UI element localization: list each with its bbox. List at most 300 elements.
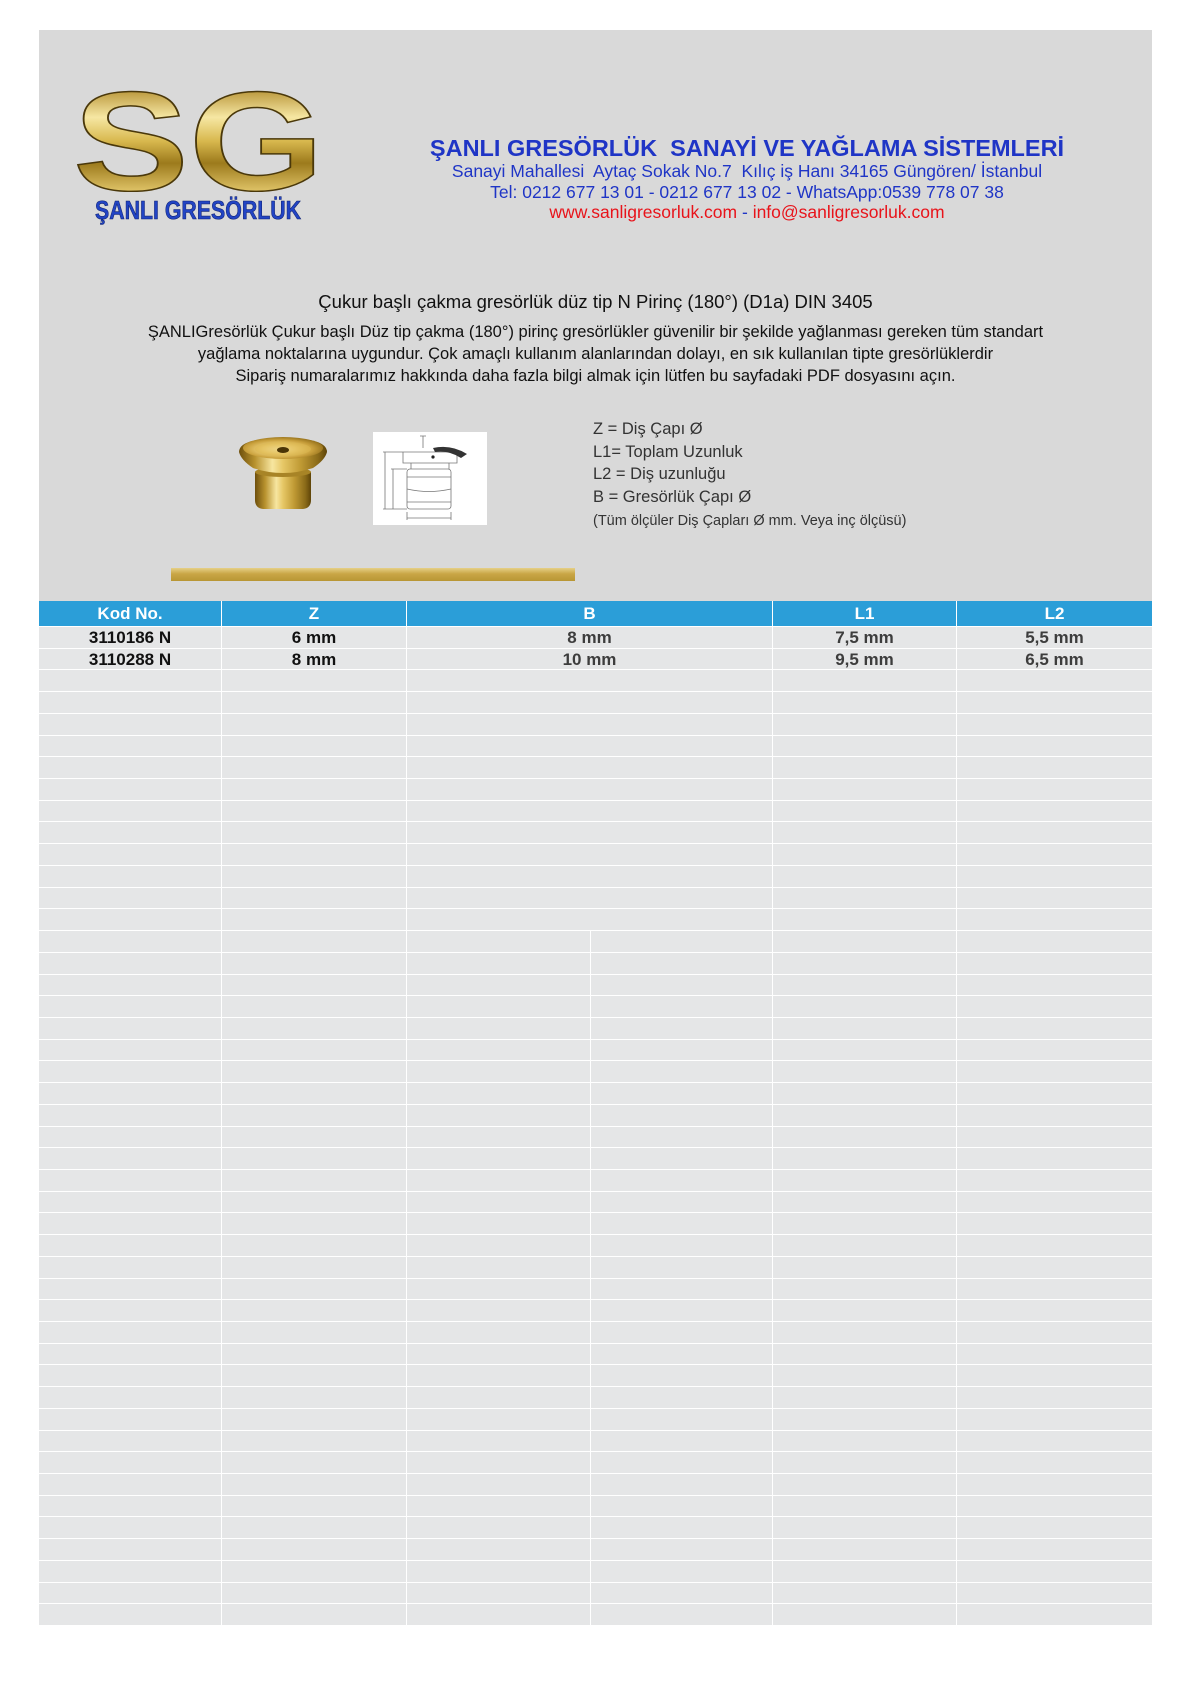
cell-b — [407, 736, 772, 757]
cell-l2 — [957, 975, 1152, 996]
cell-kod-no — [39, 1517, 221, 1538]
product-photo — [237, 432, 329, 512]
cell-l2 — [957, 1452, 1152, 1473]
cell-l1 — [773, 1365, 956, 1386]
cell-l2 — [957, 1192, 1152, 1213]
cell-b — [407, 1365, 772, 1386]
decorative-gold-bar — [171, 568, 575, 581]
cell-l1 — [773, 1322, 956, 1343]
cell-b — [407, 1583, 772, 1604]
cell-b — [407, 1387, 772, 1408]
cell-z — [222, 953, 406, 974]
table-row — [39, 844, 1152, 865]
table-row — [39, 1083, 1152, 1104]
cell-kod-no — [39, 1344, 221, 1365]
cell-l1 — [773, 1539, 956, 1560]
website-link[interactable]: www.sanligresorluk.com — [549, 202, 738, 222]
cell-kod-no — [39, 1561, 221, 1582]
cell-l2 — [957, 1496, 1152, 1517]
cell-l2 — [957, 1322, 1152, 1343]
cell-l2 — [957, 1365, 1152, 1386]
cell-l2 — [957, 1300, 1152, 1321]
description-line: ŞANLIGresörlük Çukur başlı Düz tip çakma (180°) pirinç gresörlükler güvenilir bir şekilde yağlanması gereken tüm standart — [147, 323, 1044, 341]
cell-kod-no — [39, 1496, 221, 1517]
cell-l2 — [957, 692, 1152, 713]
cell-b — [407, 1604, 772, 1625]
cell-kod-no — [39, 1431, 221, 1452]
cell-kod-no — [39, 1235, 221, 1256]
table-row — [39, 1409, 1152, 1430]
cell-l1 — [773, 822, 956, 843]
cell-kod-no — [39, 1061, 221, 1082]
table-row — [39, 1018, 1152, 1039]
cell-kod-no — [39, 1322, 221, 1343]
cell-b — [407, 1148, 772, 1169]
table-row — [39, 714, 1152, 735]
cell-l1: 9,5 mm — [773, 649, 956, 670]
cell-kod-no — [39, 801, 221, 822]
cell-b — [407, 1561, 772, 1582]
cell-kod-no — [39, 1170, 221, 1191]
table-row — [39, 1148, 1152, 1169]
cell-z — [222, 1192, 406, 1213]
cell-kod-no — [39, 1604, 221, 1625]
column-header-l2: L2 — [957, 601, 1152, 626]
cell-b — [407, 888, 772, 909]
table-row — [39, 822, 1152, 843]
cell-l1 — [773, 1474, 956, 1495]
cell-l1 — [773, 736, 956, 757]
column-header-z: Z — [222, 601, 406, 626]
cell-b — [407, 1105, 772, 1126]
company-name: ŞANLI GRESÖRLÜK SANAYİ VE YAĞLAMA SİSTEMLERİ — [429, 135, 1065, 161]
table-row — [39, 649, 1152, 670]
cell-b — [407, 692, 772, 713]
cell-l1 — [773, 1387, 956, 1408]
cell-l2 — [957, 909, 1152, 930]
cell-l2 — [957, 953, 1152, 974]
cell-b — [407, 1083, 772, 1104]
cell-l2 — [957, 1170, 1152, 1191]
cell-z — [222, 1170, 406, 1191]
cell-l2 — [957, 1539, 1152, 1560]
nipple-body — [255, 472, 311, 509]
cell-kod-no — [39, 909, 221, 930]
cell-z — [222, 1365, 406, 1386]
cell-l1 — [773, 996, 956, 1017]
cell-kod-no — [39, 1192, 221, 1213]
cell-z — [222, 1083, 406, 1104]
table-row — [39, 627, 1152, 648]
table-row — [39, 1583, 1152, 1604]
cell-b — [407, 909, 772, 930]
cell-l1 — [773, 1452, 956, 1473]
cell-l1 — [773, 757, 956, 778]
cell-l1 — [773, 866, 956, 887]
cell-z — [222, 1061, 406, 1082]
cell-z — [222, 1496, 406, 1517]
cell-z — [222, 1127, 406, 1148]
cell-l1 — [773, 1496, 956, 1517]
cell-b — [407, 931, 772, 952]
cell-b — [407, 1257, 772, 1278]
cell-kod-no — [39, 1474, 221, 1495]
cell-l2 — [957, 1040, 1152, 1061]
cell-b: 8 mm — [407, 627, 772, 648]
table-row — [39, 1474, 1152, 1495]
table-row — [39, 1061, 1152, 1082]
cell-l1 — [773, 1170, 956, 1191]
cell-z — [222, 1561, 406, 1582]
cell-z — [222, 1105, 406, 1126]
cell-kod-no: 3110288 N — [39, 649, 221, 670]
nipple-hole — [277, 447, 289, 453]
cell-l1 — [773, 779, 956, 800]
legend-item-z: Z = Diş Çapı Ø — [593, 420, 703, 438]
cell-kod-no — [39, 844, 221, 865]
cell-b — [407, 1539, 772, 1560]
cell-b — [407, 1279, 772, 1300]
cell-kod-no — [39, 822, 221, 843]
cell-b — [407, 1127, 772, 1148]
cell-l2 — [957, 1235, 1152, 1256]
cell-l2 — [957, 1061, 1152, 1082]
cell-kod-no — [39, 888, 221, 909]
cell-b — [407, 953, 772, 974]
table-row — [39, 1213, 1152, 1234]
cell-z — [222, 1517, 406, 1538]
cell-l2 — [957, 1561, 1152, 1582]
cell-b — [407, 1517, 772, 1538]
company-address: Sanayi Mahallesi Aytaç Sokak No.7 Kılıç iş Hanı 34165 Güngören/ İstanbul — [451, 161, 1043, 181]
cell-b — [407, 1496, 772, 1517]
cell-kod-no — [39, 1387, 221, 1408]
cell-z — [222, 996, 406, 1017]
cell-l2 — [957, 1257, 1152, 1278]
cell-l1 — [773, 953, 956, 974]
cell-l2 — [957, 736, 1152, 757]
cell-l1 — [773, 1583, 956, 1604]
cell-l2 — [957, 1583, 1152, 1604]
cell-l1 — [773, 1083, 956, 1104]
cell-b — [407, 1409, 772, 1430]
legend-item-l1: L1= Toplam Uzunluk — [593, 442, 743, 461]
cell-l1 — [773, 1148, 956, 1169]
cell-l1 — [773, 1061, 956, 1082]
cell-kod-no — [39, 1409, 221, 1430]
cell-l1 — [773, 844, 956, 865]
cell-b — [407, 1300, 772, 1321]
cell-z — [222, 1148, 406, 1169]
table-row — [39, 736, 1152, 757]
cell-kod-no — [39, 1127, 221, 1148]
cell-b — [407, 779, 772, 800]
cell-l2 — [957, 1517, 1152, 1538]
cell-l1 — [773, 692, 956, 713]
cell-kod-no — [39, 975, 221, 996]
table-row — [39, 1496, 1152, 1517]
cell-kod-no — [39, 1300, 221, 1321]
technical-drawing — [373, 432, 487, 525]
cell-z — [222, 1300, 406, 1321]
cell-kod-no — [39, 736, 221, 757]
cell-z — [222, 736, 406, 757]
logo-name-graphic — [90, 190, 306, 226]
cell-l2 — [957, 714, 1152, 735]
drawing-marker — [431, 455, 434, 458]
cell-z: 6 mm — [222, 627, 406, 648]
cell-kod-no — [39, 953, 221, 974]
cell-l1 — [773, 714, 956, 735]
cell-l1 — [773, 1431, 956, 1452]
cell-b — [407, 844, 772, 865]
table-row — [39, 1322, 1152, 1343]
logo-name: ŞANLI GRESÖRLÜK — [95, 195, 302, 225]
cell-l1 — [773, 1192, 956, 1213]
cell-l2 — [957, 1387, 1152, 1408]
table-row — [39, 1192, 1152, 1213]
legend-item-b: B = Gresörlük Çapı Ø — [593, 488, 752, 507]
cell-kod-no — [39, 1148, 221, 1169]
cell-b — [407, 1452, 772, 1473]
table-row — [39, 909, 1152, 930]
cell-b — [407, 1235, 772, 1256]
table-row — [39, 801, 1152, 822]
cell-l2: 6,5 mm — [957, 649, 1152, 670]
table-row — [39, 757, 1152, 778]
company-phone: Tel: 0212 677 13 01 - 0212 677 13 02 - WhatsApp:0539 778 07 38 — [490, 182, 1004, 202]
cell-l1 — [773, 1561, 956, 1582]
cell-b — [407, 1018, 772, 1039]
cell-l2 — [957, 1018, 1152, 1039]
table-row — [39, 996, 1152, 1017]
cell-kod-no — [39, 1539, 221, 1560]
table-row — [39, 1344, 1152, 1365]
cell-l2 — [957, 670, 1152, 691]
cell-z — [222, 975, 406, 996]
column-header-b: B — [407, 601, 772, 626]
table-row — [39, 953, 1152, 974]
table-row — [39, 1561, 1152, 1582]
cell-kod-no — [39, 1279, 221, 1300]
column-header-l1: L1 — [773, 601, 956, 626]
cell-b — [407, 757, 772, 778]
table-row — [39, 1365, 1152, 1386]
cell-l2 — [957, 844, 1152, 865]
table-row — [39, 779, 1152, 800]
table-row — [39, 1040, 1152, 1061]
cell-kod-no — [39, 866, 221, 887]
column-header-kod-no: Kod No. — [39, 601, 221, 626]
cell-b — [407, 1431, 772, 1452]
cell-b — [407, 1213, 772, 1234]
cell-b — [407, 1322, 772, 1343]
cell-z — [222, 1474, 406, 1495]
cell-l1 — [773, 1409, 956, 1430]
link-separator: - — [737, 202, 753, 222]
cell-l1: 7,5 mm — [773, 627, 956, 648]
table-row — [39, 1257, 1152, 1278]
cell-z — [222, 888, 406, 909]
email-link[interactable]: info@sanligresorluk.com — [752, 202, 945, 222]
cell-z — [222, 822, 406, 843]
cell-l1 — [773, 888, 956, 909]
table-row — [39, 692, 1152, 713]
logo-mark: SG — [73, 86, 324, 192]
cell-kod-no — [39, 670, 221, 691]
drawing-background — [373, 432, 487, 525]
cell-l1 — [773, 909, 956, 930]
cell-l1 — [773, 931, 956, 952]
cell-b — [407, 801, 772, 822]
cell-z — [222, 779, 406, 800]
table-row — [39, 931, 1152, 952]
cell-b — [407, 996, 772, 1017]
table-row — [39, 1300, 1152, 1321]
cell-l1 — [773, 1213, 956, 1234]
table-row — [39, 1127, 1152, 1148]
cell-z — [222, 1213, 406, 1234]
cell-z — [222, 714, 406, 735]
table-row — [39, 1431, 1152, 1452]
cell-kod-no — [39, 996, 221, 1017]
table-row — [39, 1105, 1152, 1126]
product-title: Çukur başlı çakma gresörlük düz tip N Pirinç (180°) (D1a) DIN 3405 — [318, 291, 873, 312]
cell-z — [222, 801, 406, 822]
cell-z — [222, 866, 406, 887]
cell-l2 — [957, 1604, 1152, 1625]
legend-item-l2: L2 = Diş uzunluğu — [593, 465, 726, 484]
cell-l1 — [773, 1279, 956, 1300]
cell-z — [222, 1409, 406, 1430]
cell-l2 — [957, 757, 1152, 778]
cell-b — [407, 1192, 772, 1213]
cell-z — [222, 1387, 406, 1408]
cell-kod-no — [39, 692, 221, 713]
cell-kod-no — [39, 1213, 221, 1234]
cell-z — [222, 844, 406, 865]
cell-kod-no — [39, 931, 221, 952]
description-line: Sipariş numaralarımız hakkında daha fazla bilgi almak için lütfen bu sayfadaki PDF dosyasını açın. — [235, 366, 956, 385]
cell-l2: 5,5 mm — [957, 627, 1152, 648]
table-row — [39, 670, 1152, 691]
cell-l1 — [773, 1127, 956, 1148]
cell-b: 10 mm — [407, 649, 772, 670]
cell-z — [222, 909, 406, 930]
company-web-line — [380, 202, 1114, 223]
cell-kod-no — [39, 1452, 221, 1473]
cell-z — [222, 1279, 406, 1300]
cell-b — [407, 866, 772, 887]
cell-l1 — [773, 1235, 956, 1256]
cell-kod-no — [39, 1040, 221, 1061]
cell-kod-no: 3110186 N — [39, 627, 221, 648]
cell-z — [222, 1539, 406, 1560]
cell-l1 — [773, 1257, 956, 1278]
size-table — [39, 601, 1152, 1625]
cell-l2 — [957, 996, 1152, 1017]
cell-kod-no — [39, 1105, 221, 1126]
cell-l2 — [957, 1127, 1152, 1148]
product-description — [39, 322, 1152, 387]
cell-kod-no — [39, 1583, 221, 1604]
cell-kod-no — [39, 1365, 221, 1386]
cell-l1 — [773, 1517, 956, 1538]
cell-l1 — [773, 1344, 956, 1365]
table-row — [39, 1279, 1152, 1300]
cell-l2 — [957, 1083, 1152, 1104]
cell-b — [407, 1474, 772, 1495]
table-row — [39, 1539, 1152, 1560]
cell-b — [407, 1170, 772, 1191]
cell-z — [222, 1431, 406, 1452]
table-row — [39, 1387, 1152, 1408]
table-row — [39, 1517, 1152, 1538]
cell-l2 — [957, 822, 1152, 843]
cell-l1 — [773, 1040, 956, 1061]
cell-b — [407, 1061, 772, 1082]
cell-l2 — [957, 1105, 1152, 1126]
cell-l1 — [773, 1604, 956, 1625]
cell-z — [222, 1018, 406, 1039]
cell-l2 — [957, 1431, 1152, 1452]
cell-z — [222, 1583, 406, 1604]
cell-l2 — [957, 1409, 1152, 1430]
cell-l2 — [957, 1279, 1152, 1300]
cell-b — [407, 1040, 772, 1061]
dimension-legend — [593, 418, 751, 509]
table-row — [39, 888, 1152, 909]
cell-l2 — [957, 1213, 1152, 1234]
cell-z — [222, 1257, 406, 1278]
cell-l1 — [773, 1300, 956, 1321]
cell-z — [222, 1604, 406, 1625]
cell-z — [222, 692, 406, 713]
cell-kod-no — [39, 1257, 221, 1278]
cell-z — [222, 670, 406, 691]
cell-l1 — [773, 801, 956, 822]
cell-z: 8 mm — [222, 649, 406, 670]
cell-l2 — [957, 931, 1152, 952]
cell-kod-no — [39, 1083, 221, 1104]
company-logo — [72, 86, 326, 192]
cell-l2 — [957, 779, 1152, 800]
cell-kod-no — [39, 714, 221, 735]
table-row — [39, 1604, 1152, 1625]
cell-z — [222, 1344, 406, 1365]
cell-z — [222, 1322, 406, 1343]
cell-z — [222, 757, 406, 778]
cell-l2 — [957, 888, 1152, 909]
table-row — [39, 1452, 1152, 1473]
cell-z — [222, 1235, 406, 1256]
cell-z — [222, 1040, 406, 1061]
cell-b — [407, 714, 772, 735]
cell-l1 — [773, 975, 956, 996]
cell-l1 — [773, 1105, 956, 1126]
table-header-row — [39, 601, 1152, 626]
cell-b — [407, 1344, 772, 1365]
cell-b — [407, 670, 772, 691]
cell-l2 — [957, 866, 1152, 887]
cell-kod-no — [39, 1018, 221, 1039]
legend-note: (Tüm ölçüler Diş Çapları Ø mm. Veya inç ölçüsü) — [593, 513, 907, 529]
cell-l2 — [957, 801, 1152, 822]
cell-z — [222, 1452, 406, 1473]
cell-b — [407, 975, 772, 996]
cell-z — [222, 931, 406, 952]
cell-l2 — [957, 1148, 1152, 1169]
